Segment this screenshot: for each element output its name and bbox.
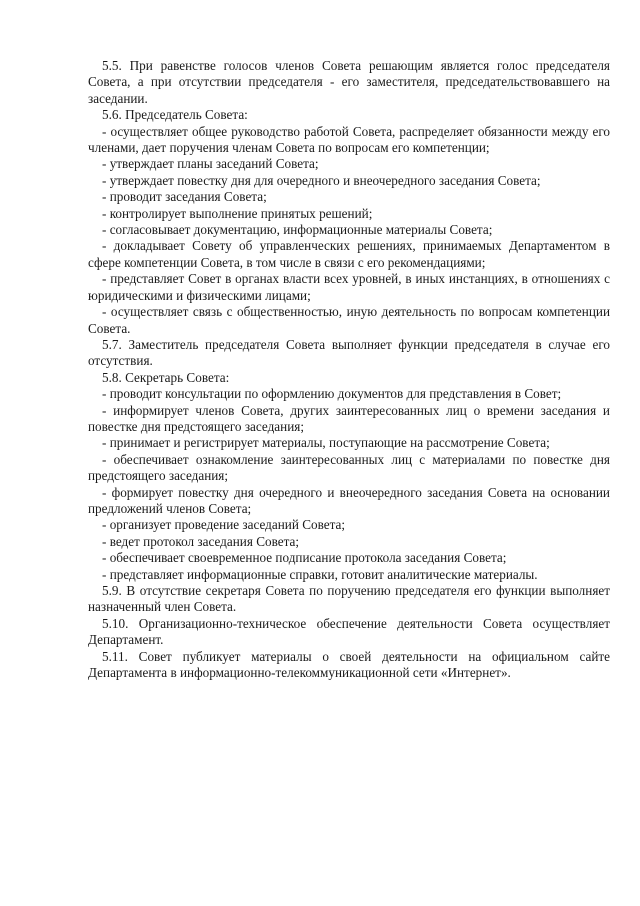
chairman-duty-item: - проводит заседания Совета; (102, 189, 267, 205)
chairman-duty-item: - осуществляет общее руководство работой Совета, распределяет обязанности между его членами, дает поручения членам Совета по вопросам его компетенции; (88, 123, 610, 156)
document-page (88, 58, 610, 681)
secretary-duty-item: - проводит консультации по оформлению документов для представления в Совет; (102, 386, 562, 402)
secretary-duty-item: - представляет информационные справки, готовит аналитические материалы. (102, 566, 538, 582)
secretary-duty-item: - формирует повестку дня очередного и внеочередного заседания Совета на основании предложений членов Совета; (88, 484, 610, 516)
paragraph-5-5: 5.5. При равенстве голосов членов Совета решающим является голос председателя Совета, а при отсутствии председателя - его заместителя, председательствовавшего на заседании. (88, 58, 610, 106)
secretary-duty-item: - информирует членов Совета, других заинтересованных лиц о времени заседания и повестке дня предстоящего заседания; (88, 402, 610, 434)
paragraph-5-6-heading: 5.6. Председатель Совета: (102, 107, 248, 123)
chairman-duty-item: - утверждает повестку дня для очередного и внеочередного заседания Совета; (102, 172, 541, 188)
paragraph-5-8-heading: 5.8. Секретарь Совета: (102, 369, 230, 385)
chairman-duty-item: - осуществляет связь с общественностью, иную деятельность по вопросам компетенции Совета. (88, 304, 610, 336)
secretary-duty-item: - ведет протокол заседания Совета; (102, 533, 300, 549)
secretary-duty-item: - принимает и регистрирует материалы, поступающие на рассмотрение Совета; (102, 435, 550, 451)
secretary-duty-item: - обеспечивает ознакомление заинтересованных лиц с материалами по повестке дня предстоящего заседания; (88, 451, 610, 484)
chairman-duty-item: - представляет Совет в органах власти всех уровней, в иных инстанциях, в отношениях с юридическими и физическими лицами; (88, 271, 610, 303)
paragraph-5-11: 5.11. Совет публикует материалы о своей деятельности на официальном сайте Департамента в информационно-телекоммуникационной сети «Интернет». (88, 648, 610, 681)
chairman-duty-item: - согласовывает документацию, информационные материалы Совета; (102, 222, 493, 238)
chairman-duty-item: - контролирует выполнение принятых решений; (102, 205, 373, 221)
chairman-duty-item: - утверждает планы заседаний Совета; (102, 156, 319, 172)
paragraph-5-10: 5.10. Организационно-техническое обеспечение деятельности Совета осуществляет Департамент. (88, 615, 610, 648)
chairman-duty-item: - докладывает Совету об управленческих решениях, принимаемых Департаментом в сфере компетенции Совета, в том числе в связи с его рекомендациями; (88, 238, 610, 270)
secretary-duty-item: - обеспечивает своевременное подписание протокола заседания Совета; (102, 550, 507, 566)
paragraph-5-7: 5.7. Заместитель председателя Совета выполняет функции председателя в случае его отсутствия. (88, 336, 610, 369)
secretary-duty-item: - организует проведение заседаний Совета; (102, 517, 346, 533)
paragraph-5-9: 5.9. В отсутствие секретаря Совета по поручению председателя его функции выполняет назначенный член Совета. (88, 583, 610, 615)
